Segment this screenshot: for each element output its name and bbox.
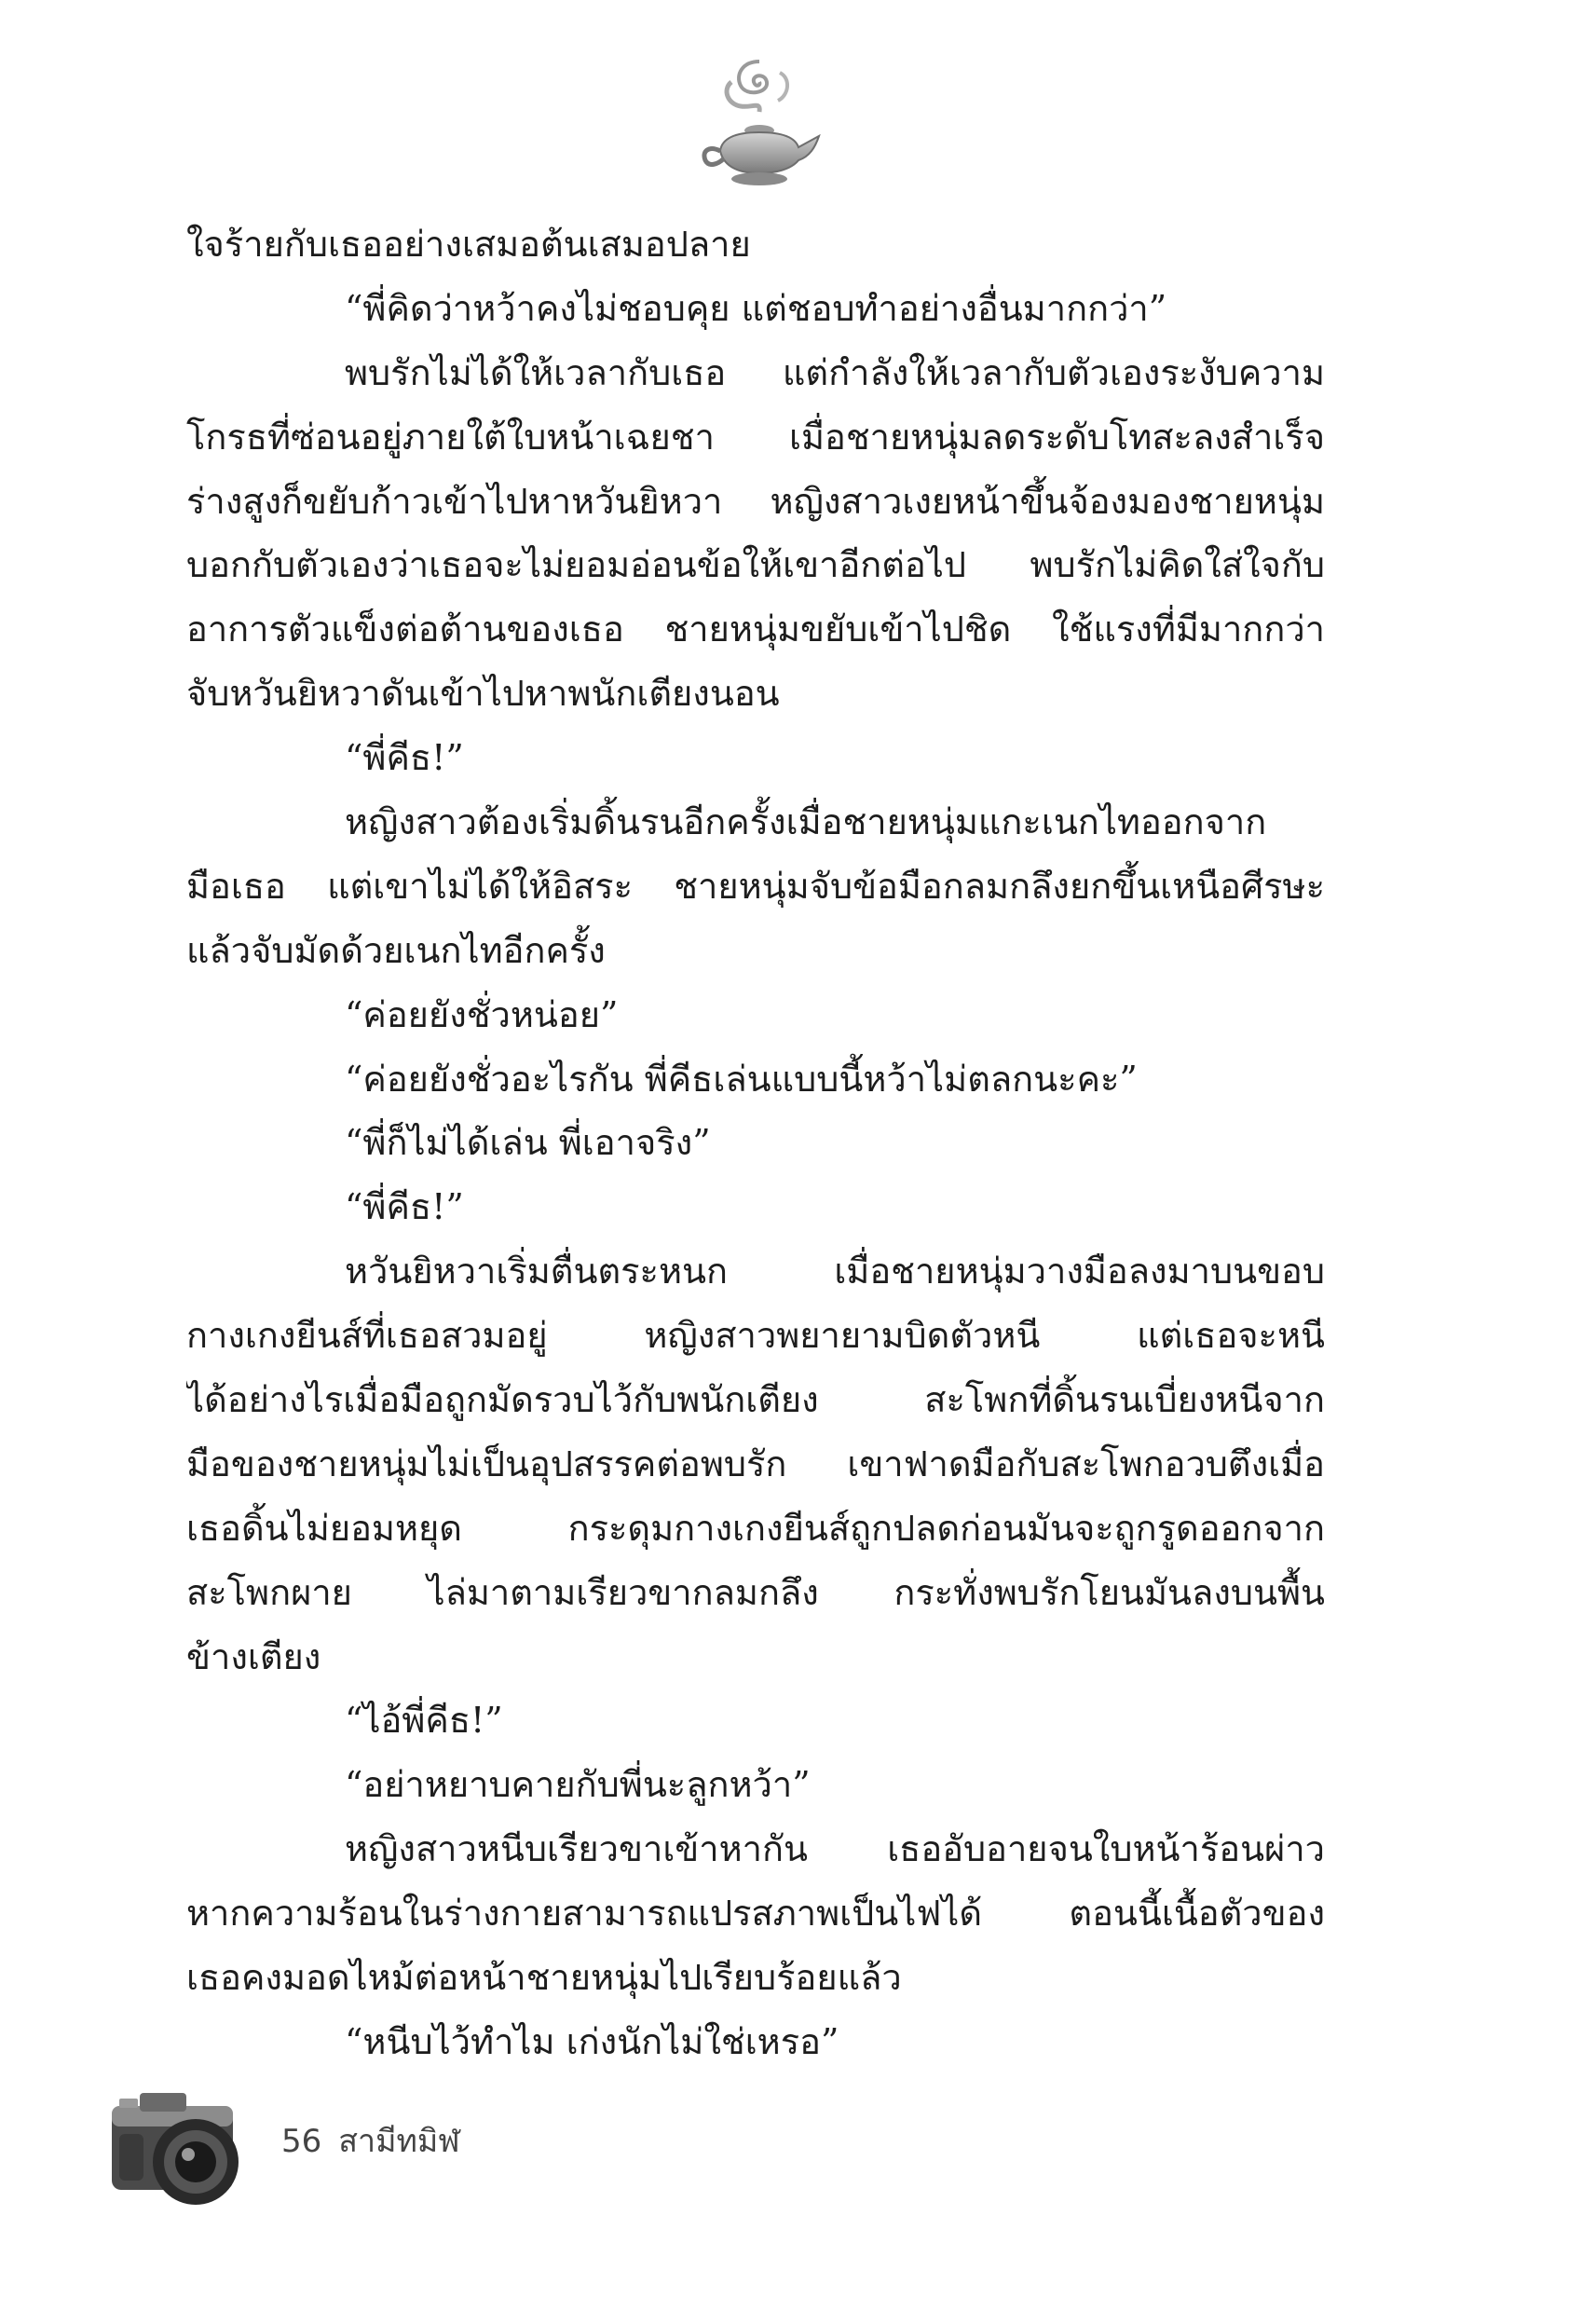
folio (281, 2115, 477, 2166)
text-line: หญิงสาวต้องเริ่มดิ้นรนอีกครั้งเมื่อชายหนุ่มแกะเนกไทออกจาก (345, 801, 1267, 843)
text-line: หวันยิหวาเริ่มตื่นตระหนก เมื่อชายหนุ่มวางมือลงมาบนขอบ (345, 1251, 1325, 1292)
text-line: ร่างสูงก็ขยับก้าวเข้าไปหาหวันยิหวา หญิงสาวเงยหน้าขึ้นจ้องมองชายหนุ่ม (186, 480, 1325, 522)
paragraph (186, 212, 1325, 277)
paragraph (186, 1047, 1325, 1112)
text-line: “พี่คิดว่าหว้าคงไม่ชอบคุย แต่ชอบทำอย่างอื่นมากกว่า” (345, 287, 1167, 329)
text-line: บอกกับตัวเองว่าเธอจะไม่ยอมอ่อนข้อให้เขาอีกต่อไป พบรักไม่คิดใส่ใจกับ (186, 544, 1325, 586)
paragraph (186, 790, 1325, 983)
text-line: อาการตัวแข็งต่อต้านของเธอ ชายหนุ่มขยับเข้าไปชิด ใช้แรงที่มีมากกว่า (186, 609, 1325, 650)
text-line: ได้อย่างไรเมื่อมือถูกมัดรวบไว้กับพนักเตียง สะโพกที่ดิ้นรนเบี่ยงหนีจาก (186, 1379, 1325, 1421)
text-line: “หนีบไว้ทำไม เก่งนักไม่ใช่เหรอ” (345, 2020, 839, 2062)
text-line: พบรักไม่ได้ให้เวลากับเธอ แต่กำลังให้เวลากับตัวเองระงับความ (345, 351, 1325, 393)
text-line: “พี่คีธ!” (345, 737, 464, 779)
text-line: “พี่คีธ!” (345, 1186, 464, 1228)
text-line: เธอคงมอดไหม้ต่อหน้าชายหนุ่มไปเรียบร้อยแล้ว (186, 1957, 902, 1999)
paragraph (186, 1175, 1325, 1239)
paragraph (186, 1239, 1325, 1689)
text-line: หญิงสาวหนีบเรียวขาเข้าหากัน เธออับอายจนใบหน้าร้อนผ่าว (345, 1828, 1325, 1870)
paragraph (186, 1689, 1325, 1753)
paragraph (186, 2010, 1325, 2074)
paragraph (186, 983, 1325, 1047)
text-line: “ค่อยยังชั่วอะไรกัน พี่คีธเล่นแบบนี้หว้าไม่ตลกนะคะ” (345, 1058, 1138, 1100)
text-line: มือของชายหนุ่มไม่เป็นอุปสรรคต่อพบรัก เขาฟาดมือกับสะโพกอวบตึงเมื่อ (186, 1443, 1325, 1484)
body-text (186, 212, 1325, 2074)
page-number: 56 (281, 2123, 322, 2160)
text-line: “อย่าหยาบคายกับพี่นะลูกหว้า” (345, 1764, 811, 1806)
text-line: ใจร้ายกับเธออย่างเสมอต้นเสมอปลาย (186, 224, 751, 265)
genie-lamp-ornament-icon (694, 54, 825, 194)
paragraph (186, 1111, 1325, 1175)
text-line: กางเกงยีนส์ที่เธอสวมอยู่ หญิงสาวพยายามบิดตัวหนี แต่เธอจะหนี (186, 1315, 1325, 1357)
text-line: มือเธอ แต่เขาไม่ได้ให้อิสระ ชายหนุ่มจับข้อมือกลมกลึงยกขึ้นเหนือศีรษะ (186, 865, 1325, 907)
text-line: แล้วจับมัดด้วยเนกไทอีกครั้ง (186, 929, 606, 971)
page-footer (102, 2078, 755, 2236)
book-title: สามีทมิฬ (338, 2123, 460, 2160)
text-line: “ค่อยยังชั่วหน่อย” (345, 993, 619, 1035)
paragraph (186, 341, 1325, 726)
paragraph (186, 277, 1325, 341)
text-line: สะโพกผาย ไล่มาตามเรียวขากลมกลึง กระทั่งพบรักโยนมันลงบนพื้น (186, 1571, 1325, 1613)
paragraph (186, 1817, 1325, 2010)
text-line: จับหวันยิหวาดันเข้าไปหาพนักเตียงนอน (186, 673, 780, 715)
text-line: เธอดิ้นไม่ยอมหยุด กระดุมกางเกงยีนส์ถูกปลดก่อนมันจะถูกรูดออกจาก (186, 1507, 1325, 1549)
paragraph (186, 1753, 1325, 1817)
text-line: “ไอ้พี่คีธ!” (345, 1700, 503, 1742)
text-line: หากความร้อนในร่างกายสามารถแปรสภาพเป็นไฟได้ ตอนนี้เนื้อตัวของ (186, 1893, 1325, 1935)
text-line: ข้างเตียง (186, 1635, 321, 1677)
paragraph (186, 726, 1325, 790)
camera-icon (102, 2078, 252, 2218)
text-line: โกรธที่ซ่อนอยู่ภายใต้ใบหน้าเฉยชา เมื่อชายหนุ่มลดระดับโทสะลงสำเร็จ (186, 416, 1325, 458)
text-line: “พี่ก็ไม่ได้เล่น พี่เอาจริง” (345, 1122, 711, 1164)
